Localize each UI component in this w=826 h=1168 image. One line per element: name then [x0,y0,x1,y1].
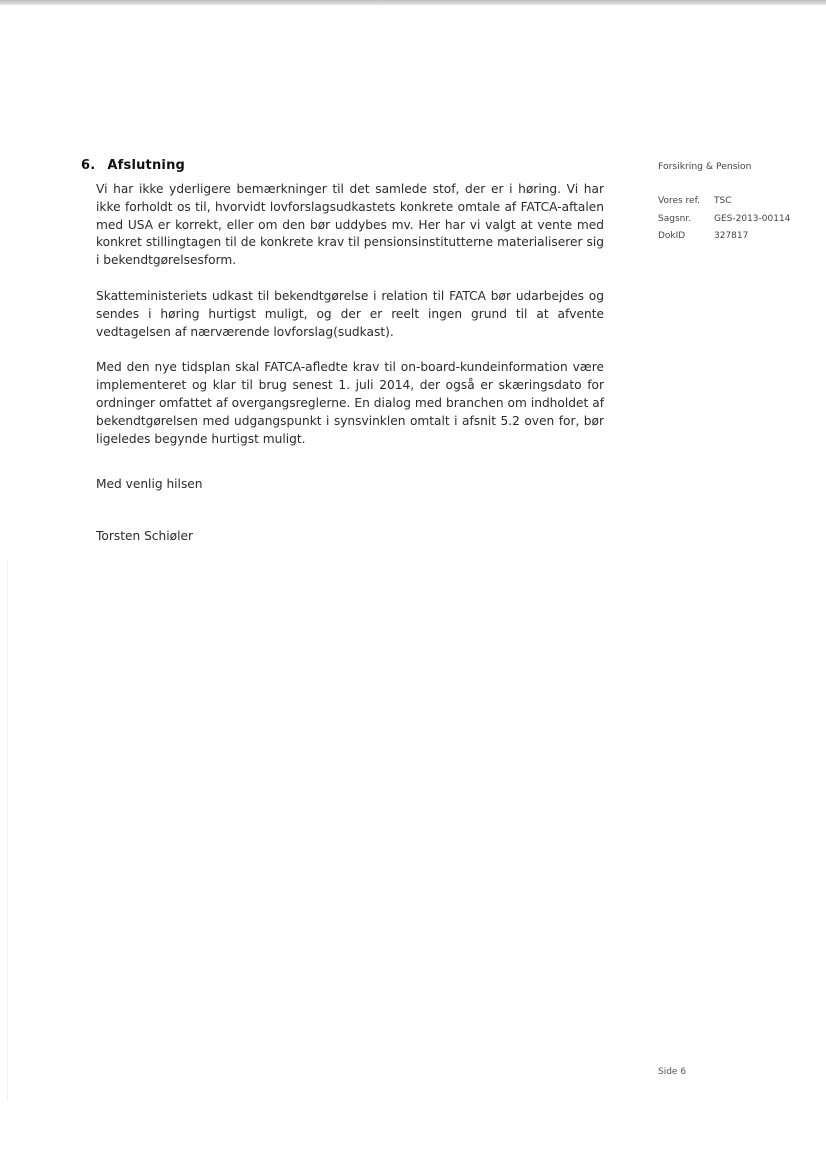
signature-name: Torsten Schiøler [96,529,193,543]
section-heading [81,158,604,173]
meta-label: Sagsnr. [658,213,692,224]
closing-greeting: Med venlig hilsen [96,477,203,491]
scan-edge-line [7,560,8,1100]
meta-value: TSC [714,196,732,206]
top-border [0,0,826,5]
paragraph-3: Med den nye tidsplan skal FATCA-afledte krav til on-board-kundeinformation være implementeret og klar til brug senest 1. juli 2014, der også er skæringsdato for ordninger omfattet af overgangsreglerne. En dialog med branchen om indholdet af bekendtgørelsen med udgangspunkt i synsvinklen omtalt i afsnit 5.2 oven for, bør ligeledes begynde hurtigst muligt. [96,360,604,446]
paragraph-2: Skatteministeriets udkast til bekendtgørelse i relation til FATCA bør udarbejdes og sendes i høring hurtigst muligt, og der er reelt ingen grund til at afvente vedtagelsen af nærværende lovforslag(sudkast). [96,288,604,339]
meta-row-ref [658,193,818,211]
section-title: Afslutning [107,158,186,173]
organization-name: Forsikring & Pension [658,161,752,172]
meta-label: Vores ref. [658,196,700,206]
meta-value: GES-2013-00114 [714,213,791,224]
reference-sidebar [658,161,818,246]
meta-label: DokID [658,231,686,241]
paragraph-1: Vi har ikke yderligere bemærkninger til det samlede stof, der er i høring. Vi har ikke forholdt os til, hvorvidt lovforslagsudkastets konkrete omtale af FATCA-aftalen med USA er korrekt, eller om den bør uddybes mv. Her har vi valgt at vente med konkret stillingtagen til de konkrete krav til pensionsinstitutterne materialiserer sig i bekendtgørelsesform. [96,182,604,268]
letter-body [81,158,604,466]
meta-row-case [658,211,818,229]
meta-row-docid [658,228,818,246]
meta-value: 327817 [714,231,749,241]
page-number: Side 6 [658,1067,687,1077]
section-number: 6. [81,158,96,173]
